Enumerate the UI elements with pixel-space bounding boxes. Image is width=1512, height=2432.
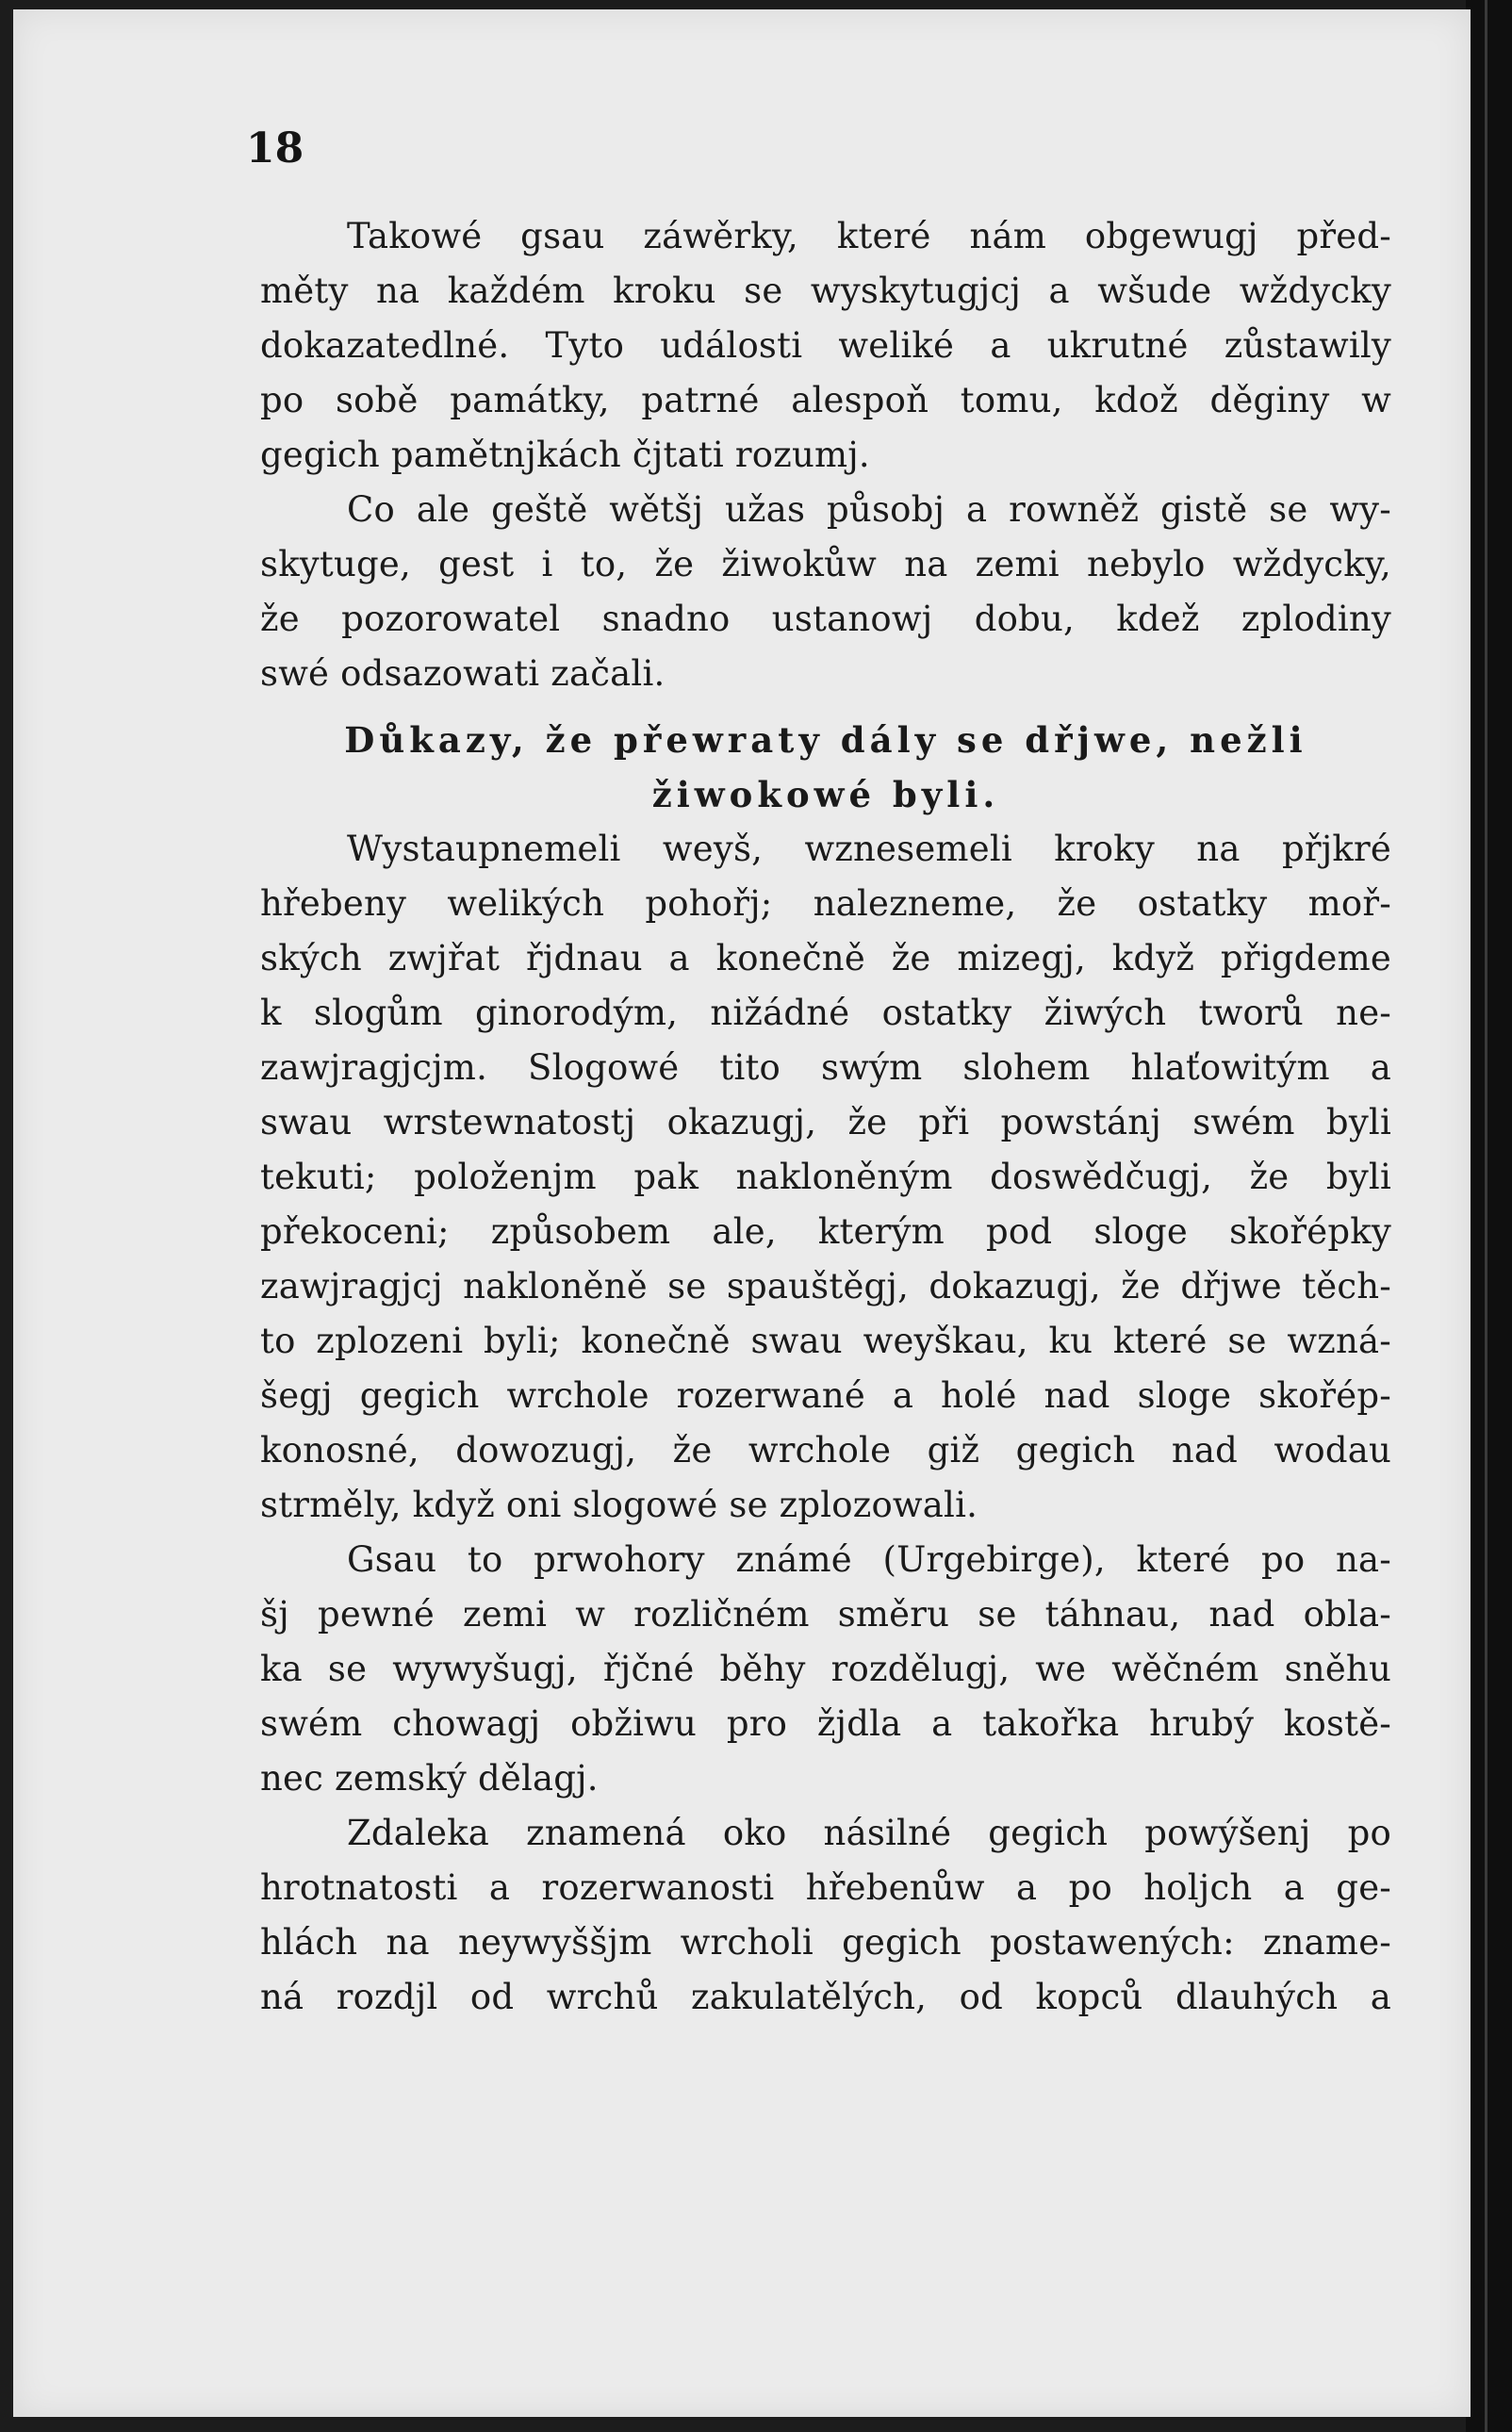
text-line: dokazatedlné. Tyto události weliké a ukrutné zůstawily bbox=[260, 325, 1391, 366]
text-line: Takowé gsau záwěrky, které nám obgewugj před- bbox=[347, 216, 1391, 256]
text-line: hrotnatosti a rozerwanosti hřebenůw a po holjch a ge- bbox=[260, 1867, 1391, 1908]
text-line: swau wrstewnatostj okazugj, že při powstánj swém byli bbox=[260, 1102, 1391, 1142]
text-line: ná rozdjl od wrchů zakulatělých, od kopců dlauhých a bbox=[260, 1977, 1391, 2017]
paragraph bbox=[260, 1533, 1391, 1806]
book-page bbox=[13, 9, 1471, 2417]
text-line: k slogům ginorodým, nižádné ostatky žiwých tworů ne- bbox=[260, 993, 1391, 1033]
text-line: šegj gegich wrchole rozerwané a holé nad sloge skořép- bbox=[260, 1375, 1391, 1416]
text-line: ka se wywyšugj, řjčné běhy rozdělugj, we wěčném sněhu bbox=[260, 1649, 1391, 1689]
text-line: skytuge, gest i to, že žiwokůw na zemi nebylo wždycky, bbox=[260, 544, 1391, 584]
text-line: swém chowagj obžiwu pro žjdla a takořka hrubý kostě- bbox=[260, 1703, 1391, 1744]
text-line: hlách na neywyššjm wrcholi gegich postawených: zname- bbox=[260, 1922, 1391, 1963]
text-line: konosné, dowozugj, že wrchole giž gegich nad wodau bbox=[260, 1430, 1391, 1471]
text-line: swé odsazowati začali. bbox=[260, 653, 666, 694]
text-line: Wystaupnemeli weyš, wznesemeli kroky na přjkré bbox=[347, 829, 1391, 869]
text-line: šj pewné zemi w rozličném směru se táhnau, nad obla- bbox=[260, 1594, 1391, 1635]
text-line: Gsau to prwohory známé (Urgebirge), které po na- bbox=[347, 1539, 1391, 1580]
text-line: překoceni; způsobem ale, kterým pod sloge skořépky bbox=[260, 1211, 1391, 1252]
scan-dark-border bbox=[1466, 0, 1512, 2432]
text-line: po sobě památky, patrné alespoň tomu, kdož děginy w bbox=[260, 380, 1391, 420]
text-line: měty na každém kroku se wyskytugjcj a wšude wždycky bbox=[260, 271, 1391, 311]
paragraph bbox=[260, 209, 1391, 483]
text-line: ských zwjřat řjdnau a konečně že mizegj, když přigdeme bbox=[260, 938, 1391, 978]
scan-edge-line bbox=[1485, 0, 1487, 2432]
text-line: nec zemský dělagj. bbox=[260, 1758, 599, 1799]
text-line: že pozorowatel snadno ustanowj dobu, kdež zplodiny bbox=[260, 599, 1391, 639]
spacer bbox=[260, 701, 1391, 713]
text-line: Zdaleka znamená oko násilné gegich powýšenj po bbox=[347, 1813, 1391, 1853]
heading-line: Důkazy, že přewraty dály se dřjwe, nežli bbox=[344, 719, 1307, 761]
paragraph bbox=[260, 822, 1391, 1533]
text-line: tekuti; položenjm pak nakloněným doswědčugj, že byli bbox=[260, 1157, 1391, 1197]
text-line: to zplozeni byli; konečně swau weyškau, ku které se wzná- bbox=[260, 1321, 1391, 1361]
text-line: zawjragjcjm. Slogowé tito swým slohem hlaťowitým a bbox=[260, 1047, 1391, 1088]
text-line: zawjragjcj nakloněně se spauštěgj, dokazugj, že dřjwe těch- bbox=[260, 1266, 1391, 1306]
section-heading bbox=[260, 713, 1391, 822]
text-line: hřebeny welikých pohořj; nalezneme, že ostatky moř- bbox=[260, 883, 1391, 924]
text-line: gegich pamětnjkách čjtati rozumj. bbox=[260, 435, 870, 475]
paragraph bbox=[260, 483, 1391, 701]
paragraph bbox=[260, 1806, 1391, 2025]
text-line: Co ale geště wětšj užas působj a rowněž gistě se wy- bbox=[347, 489, 1391, 530]
page-number: 18 bbox=[246, 124, 304, 173]
heading-line: žiwokowé byli. bbox=[651, 774, 1000, 815]
page-body bbox=[260, 209, 1391, 2025]
text-line: strměly, když oni slogowé se zplozowali. bbox=[260, 1485, 978, 1525]
